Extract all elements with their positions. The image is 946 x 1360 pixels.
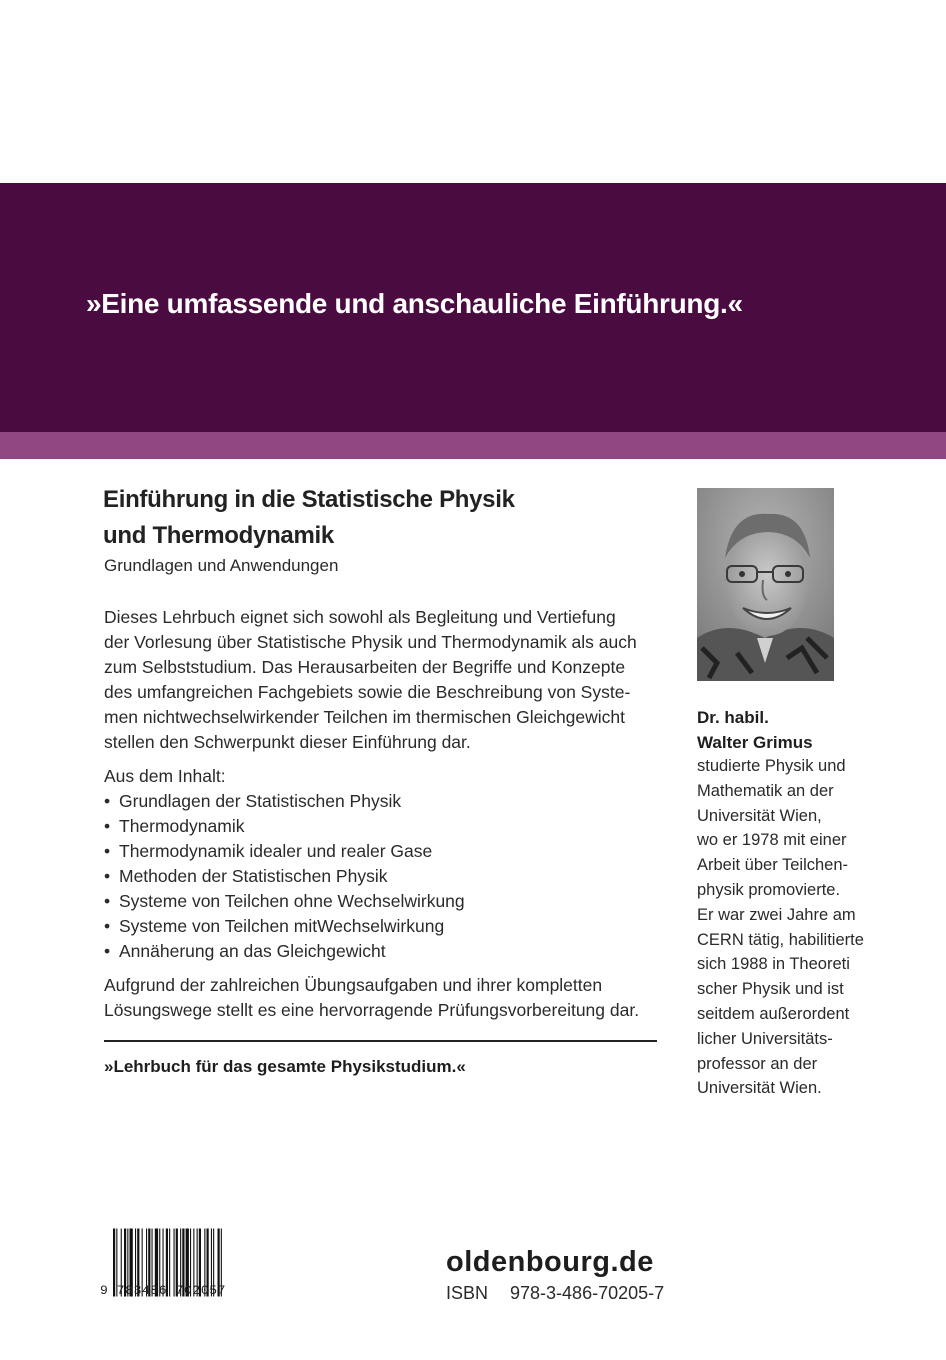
description-line: der Vorlesung über Statistische Physik und Thermodynamik als auch	[104, 632, 637, 652]
bio-line: CERN tätig, habilitierte	[697, 930, 864, 949]
closing-line: Aufgrund der zahlreichen Übungsaufgaben und ihrer kompletten	[104, 975, 603, 995]
author-name-line: Dr. habil.	[697, 708, 769, 727]
list-item: • Systeme von Teilchen ohne Wechselwirkung	[104, 889, 465, 914]
banner-quote: »Eine umfassende und anschauliche Einführung.«	[86, 288, 743, 319]
bio-line: Universität Wien,	[697, 806, 822, 825]
bio-line: Arbeit über Teilchen-	[697, 856, 849, 875]
barcode-digits: 9 783486 702057	[100, 1283, 227, 1298]
book-title-line: Einführung in die Statistische Physik	[103, 486, 515, 513]
bio-line: Mathematik an der	[697, 781, 834, 800]
list-item: • Systeme von Teilchen mitWechselwirkung	[104, 914, 465, 939]
closing-line: Lösungswege stellt es eine hervorragende Prüfungsvorbereitung dar.	[104, 1000, 640, 1020]
bio-line: scher Physik und ist	[697, 980, 844, 999]
description-line: stellen den Schwerpunkt dieser Einführung dar.	[104, 732, 471, 752]
description-line: zum Selbststudium. Das Herausarbeiten der Begriffe und Konzepte	[104, 657, 626, 677]
bio-line: sich 1988 in Theoreti	[697, 955, 850, 974]
bio-line: licher Universitäts-	[697, 1029, 833, 1048]
description-line: des umfangreichen Fachgebiets sowie die Beschreibung von Syste-	[104, 682, 631, 702]
book-description	[104, 605, 664, 755]
author-photo	[697, 488, 834, 681]
bio-line: professor an der	[697, 1054, 818, 1073]
bio-line: seitdem außerordent	[697, 1004, 850, 1023]
list-item: • Thermodynamik	[104, 814, 465, 839]
list-item: • Grundlagen der Statistischen Physik	[104, 789, 465, 814]
bio-line: physik promovierte.	[697, 880, 841, 899]
bio-line: Er war zwei Jahre am	[697, 905, 856, 924]
bottom-quote: »Lehrbuch für das gesamte Physikstudium.«	[104, 1057, 466, 1076]
book-subtitle: Grundlagen und Anwendungen	[104, 556, 339, 575]
bio-line: studierte Physik und	[697, 757, 846, 775]
accent-stripe	[0, 432, 946, 459]
isbn	[446, 1283, 664, 1304]
list-item: • Annäherung an das Gleichgewicht	[104, 939, 465, 964]
description-line: men nichtwechselwirkender Teilchen im thermischen Gleichgewicht	[104, 707, 626, 727]
isbn-label: ISBN	[446, 1283, 489, 1303]
contents-heading: Aus dem Inhalt:	[104, 766, 226, 786]
contents-list	[104, 789, 465, 964]
description-line: Dieses Lehrbuch eignet sich sowohl als Begleitung und Vertiefung	[104, 607, 616, 627]
bio-line: wo er 1978 mit einer	[697, 831, 847, 850]
isbn-number: 978-3-486-70205-7	[510, 1283, 665, 1303]
author-name	[697, 705, 813, 755]
book-title-line: und Thermodynamik	[103, 522, 334, 549]
closing-paragraph	[104, 973, 664, 1023]
bio-line: Universität Wien.	[697, 1079, 822, 1098]
publisher-website: oldenbourg.de	[446, 1246, 654, 1278]
divider	[104, 1040, 657, 1042]
book-title	[103, 482, 663, 554]
author-photo-illustration	[697, 488, 834, 681]
list-item: • Thermodynamik idealer und realer Gase	[104, 839, 465, 864]
author-name-line: Walter Grimus	[697, 733, 813, 752]
author-bio	[697, 754, 864, 1101]
list-item: • Methoden der Statistischen Physik	[104, 864, 465, 889]
